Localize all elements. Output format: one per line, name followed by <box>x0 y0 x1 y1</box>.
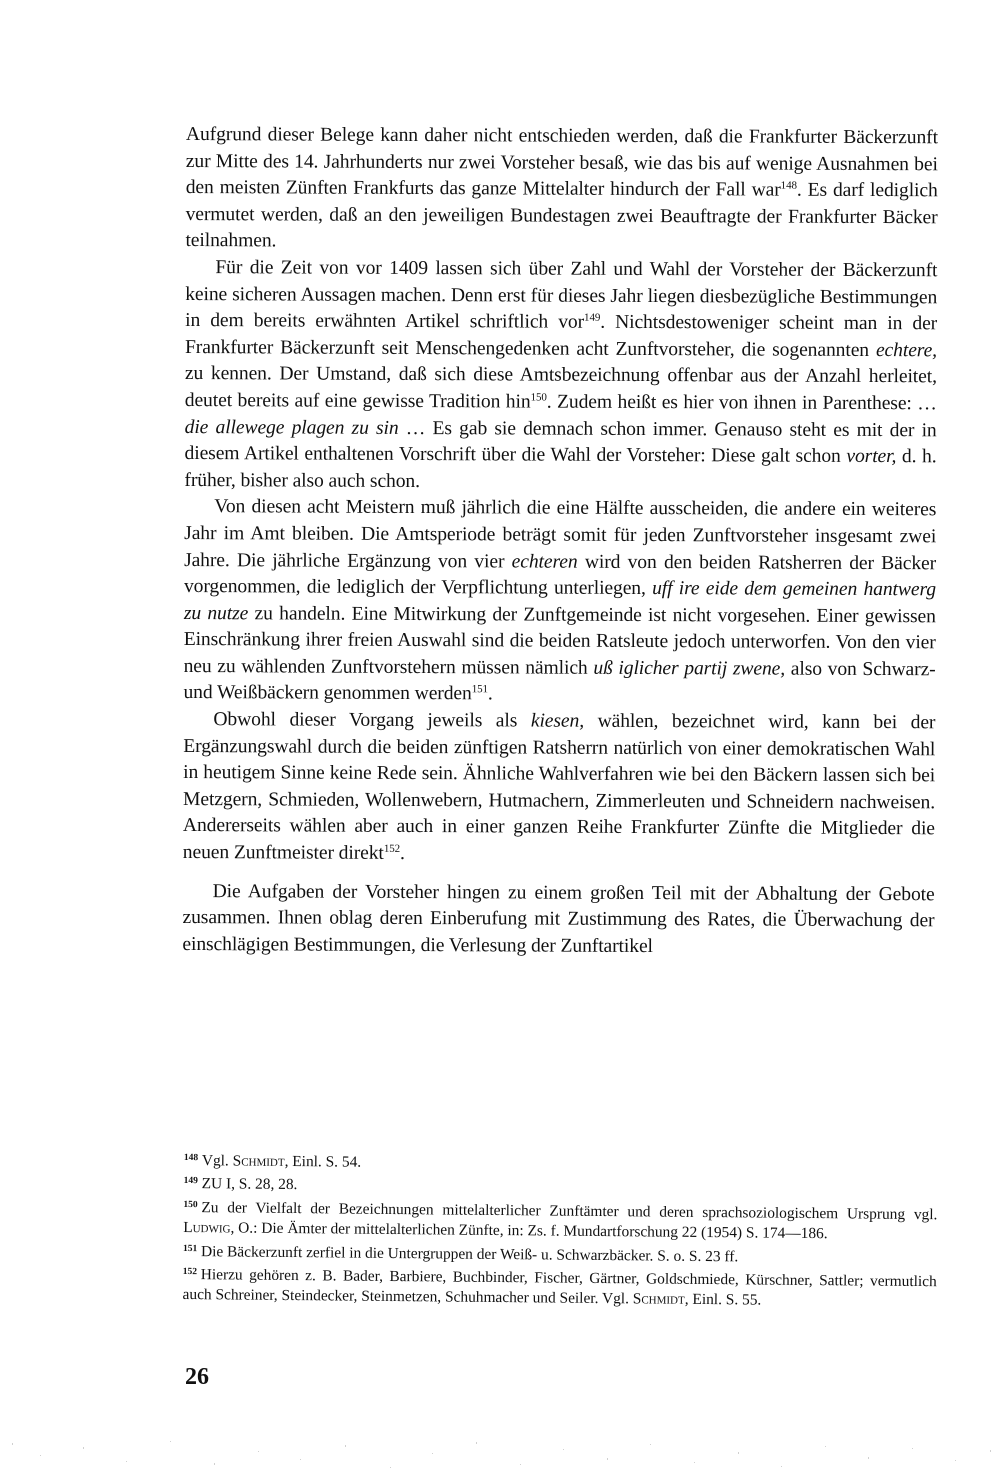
italic-quote: echteren <box>511 550 578 573</box>
text-run: Für die Zeit von vor 1409 lassen sich über Zahl und Wahl der Vorsteher der Bäckerzunft keine sicheren Aussagen machen. Denn erst für dieses Jahr liegen diesbezügliche Bestimmungen in dem bereits erwähnten Artikel schriftlich vor <box>185 257 938 333</box>
text-run: Die Bäckerzunft zerfiel in die Untergruppen der Weiß- u. Schwarzbäcker. S. o. S. 23 ff. <box>200 1242 739 1265</box>
text-run: ZU I, S. 28, 28. <box>201 1175 298 1194</box>
text-run: also von Schwarz- und Weißbäckern genommen werden <box>183 658 936 705</box>
footnote-ref: 150 <box>530 391 547 404</box>
footnote-number: 151 <box>182 1243 198 1254</box>
text-run: zu handeln. Eine Mitwirkung der Zunftgemeinde ist nicht vorgesehen. Einer gewissen Einschränkung ihrer freien Auswahl sind die beiden Ratsleute jedoch unterworfen. Von den vier neu zu wählenden Zunftvorstehern müssen nämlich <box>183 602 936 679</box>
paragraph <box>184 255 937 498</box>
paragraph <box>185 122 938 258</box>
text-run: Von diesen acht Meistern muß jährlich die eine Hälfte ausscheiden, die andere ein weiteres Jahr im Amt bleiben. Die Amtsperiode beträgt somit für jeden Zunftvorsteher insgesamt zwei Jahre. Die jährliche Ergänzung von vier <box>184 496 937 572</box>
text-run: Hierzu gehören z. B. Bader, Barbiere, Buchbinder, Fischer, Gärtner, Goldschmiede, Kürschner, Sattler; vermutlich auch Schreiner, Steindecker, Steinmetzen, Schuhmacher und Seiler. Vgl. <box>182 1266 937 1308</box>
text-run: … Es gab sie demnach schon immer. Genauso steht es mit der in diesem Artikel enthaltenen Vorschrift über die Wahl der Vorsteher: Diese galt schon <box>184 417 937 468</box>
italic-quote: die allewege plagen zu sin <box>184 416 399 439</box>
text-run: Die Aufgaben der Vorsteher hingen zu einem großen Teil mit der Abhaltung der Gebote zusammen. Ihnen oblag deren Einberufung mit Zustimmung des Rates, die Überwachung der einschlägigen Bestimmungen, die Verlesung der Zunftartikel <box>182 880 935 957</box>
scan-speckle-decoration <box>0 1433 1000 1473</box>
text-run: d. h. früher, bisher also auch schon. <box>184 446 937 492</box>
text-run: , O.: Die Ämter der mittelalterlichen Zünfte, in: Zs. f. Mundartforschung 22 (1954) S. 174—186. <box>230 1219 828 1243</box>
footnotes <box>182 1148 937 1313</box>
paragraph <box>183 707 936 870</box>
footnote-number: 148 <box>183 1152 199 1164</box>
italic-quote: echtere, <box>875 339 938 362</box>
text-run: zu kennen. Der Umstand, daß sich diese Amtsbezeichnung offenbar aus der Anzahl herleitet, deutet bereits auf eine gewisse Tradition hin <box>184 363 937 413</box>
text-run: Vgl. <box>201 1152 233 1170</box>
text-run: . Zudem heißt es hier von ihnen in Parenthese: … <box>546 391 937 415</box>
footnote-number: 150 <box>183 1199 198 1210</box>
text-run: , Einl. S. 55. <box>684 1291 762 1309</box>
footnote-ref: 149 <box>584 311 601 324</box>
author-name: Schmidt <box>232 1152 285 1170</box>
paragraph <box>183 494 936 710</box>
footnote-ref: 151 <box>471 683 488 696</box>
text-run: , Einl. S. 54. <box>284 1152 362 1171</box>
body-text <box>182 122 938 962</box>
text-run: . Es darf lediglich vermutet werden, daß an den jeweiligen Bundestagen zwei Beauftragte der Frankfurter Bäcker teilnahmen. <box>185 179 938 252</box>
text-run: . Nichtsdestoweniger scheint man in der Frankfurter Bäckerzunft seit Menschengedenken acht Zunftvorsteher, die sogenannten <box>184 311 938 361</box>
author-name: Schmidt <box>632 1290 685 1309</box>
text-run: Aufgrund dieser Belege kann daher nicht entschieden werden, daß die Frankfurter Bäckerzunft zur Mitte des 14. Jahrhunderts nur zwei Vorsteher besaß, wie das bis auf wenige Ausnahmen bei den meisten Zünften Frankfurts das ganze Mittelalter hindurch der Fall war <box>185 123 938 201</box>
author-name: Ludwig <box>183 1219 231 1237</box>
page-number: 26 <box>185 1364 209 1390</box>
text-run: wird von den beiden Ratsherren der Bäcker vorgenommen, die lediglich der Verpflichtung unterliegen, <box>183 551 937 600</box>
italic-quote: uff ire eide dem gemeinen hantwerg zu nutze <box>183 578 937 624</box>
text-run: . <box>399 842 405 864</box>
paragraph <box>182 879 934 962</box>
text-run: . <box>487 683 493 705</box>
text-run: wählen, bezeichnet wird, kann bei der Ergänzungswahl durch die beiden zünftigen Ratsherrn natürlich von einer demokratischen Wahl in heutigem Sinne keine Rede sein. Ähnliche Wahlverfahren wie bei den Bäckern lassen sich bei Metzgern, Schmieden, Wollenwebern, Hutmachern, Zimmerleuten und Schneidern nachweisen. Andererseits wählen aber auch in einer ganzen Reihe Frankfurter Zünfte die Mitglieder die neuen Zunftmeister direkt <box>182 710 936 864</box>
footnote-ref: 148 <box>780 179 797 192</box>
italic-quote: kiesen, <box>530 710 585 732</box>
text-run: Zu der Vielfalt der Bezeichnungen mittelalterlicher Zunftämter und deren sprachsoziologischem Ursprung vgl. <box>201 1198 938 1224</box>
footnote <box>182 1262 936 1313</box>
footnote-number: 149 <box>183 1176 198 1187</box>
footnote <box>183 1195 937 1246</box>
italic-quote: vorter, <box>846 446 897 468</box>
footnote-ref: 152 <box>383 842 401 855</box>
italic-quote: uß iglicher partij zwene, <box>593 657 786 680</box>
footnote-number: 152 <box>182 1267 198 1278</box>
text-run: Obwohl dieser Vorgang jeweils als <box>213 709 531 732</box>
